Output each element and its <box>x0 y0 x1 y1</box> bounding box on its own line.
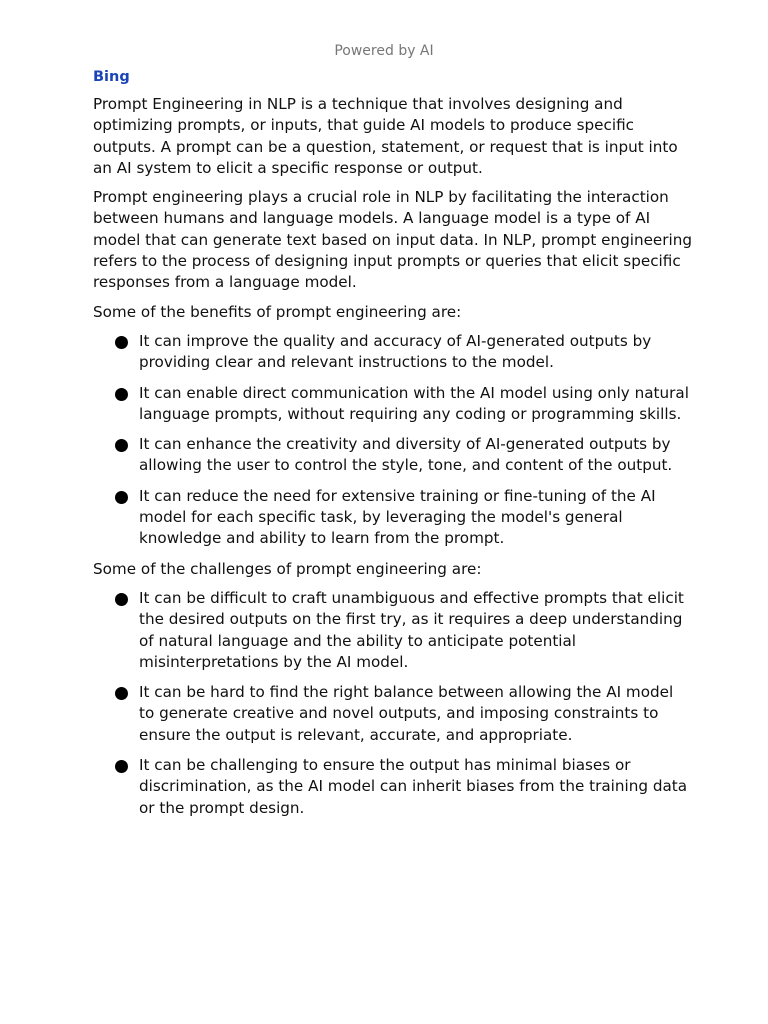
bullet-icon <box>115 439 128 452</box>
list-item <box>93 682 693 746</box>
source-link[interactable]: Bing <box>93 69 130 85</box>
bullet-icon <box>115 760 128 773</box>
bullet-icon <box>115 491 128 504</box>
list-item-text: It can be challenging to ensure the output has minimal biases or discrimination, as the AI model can inherit biases from the training data or the prompt design. <box>139 756 688 817</box>
list-item-text: It can reduce the need for extensive training or fine-tuning of the AI model for each specific task, by leveraging the model's general knowledge and ability to learn from the prompt. <box>139 486 656 548</box>
benefits-heading: Some of the benefits of prompt engineering are: <box>93 302 462 321</box>
list-item-text: It can be difficult to craft unambiguous and effective prompts that elicit the desired outputs on the first try, as it requires a deep understanding of natural language and the ability to anticipate potential misinterpretations by the AI model. <box>139 588 684 671</box>
list-item <box>93 486 693 550</box>
benefits-list <box>93 331 693 550</box>
bullet-icon <box>115 687 128 700</box>
powered-by-label: Powered by AI <box>334 43 434 59</box>
list-item <box>93 588 693 673</box>
intro-paragraph-1: Prompt Engineering in NLP is a technique that involves designing and optimizing prompts, or inputs, that guide AI models to produce specific outputs. A prompt can be a question, statement, or request that is input into an AI system to elicit a specific response or output. <box>93 95 678 177</box>
bullet-icon <box>115 388 128 401</box>
list-item <box>93 434 693 477</box>
list-item <box>93 755 693 819</box>
list-item-text: It can enhance the creativity and diversity of AI-generated outputs by allowing the user to control the style, tone, and content of the output. <box>139 435 673 475</box>
list-item-text: It can improve the quality and accuracy of AI-generated outputs by providing clear and relevant instructions to the model. <box>139 331 652 372</box>
list-item-text: It can be hard to find the right balance between allowing the AI model to generate creative and novel outputs, and imposing constraints to ensure the output is relevant, accurate, and appropriate. <box>139 683 674 744</box>
list-item-text: It can enable direct communication with the AI model using only natural language prompts, without requiring any coding or programming skills. <box>139 383 689 423</box>
challenges-heading: Some of the challenges of prompt engineering are: <box>93 559 482 578</box>
bullet-icon <box>115 593 128 606</box>
intro-paragraph-2: Prompt engineering plays a crucial role in NLP by facilitating the interaction between humans and language models. A language model is a type of AI model that can generate text based on input data. In NLP, prompt engineering refers to the process of designing input prompts or queries that elicit specific responses from a language model. <box>93 188 693 292</box>
bullet-icon <box>115 336 128 349</box>
challenges-list <box>93 588 693 819</box>
list-item <box>93 331 693 374</box>
document-page <box>93 41 693 828</box>
list-item <box>93 383 693 426</box>
